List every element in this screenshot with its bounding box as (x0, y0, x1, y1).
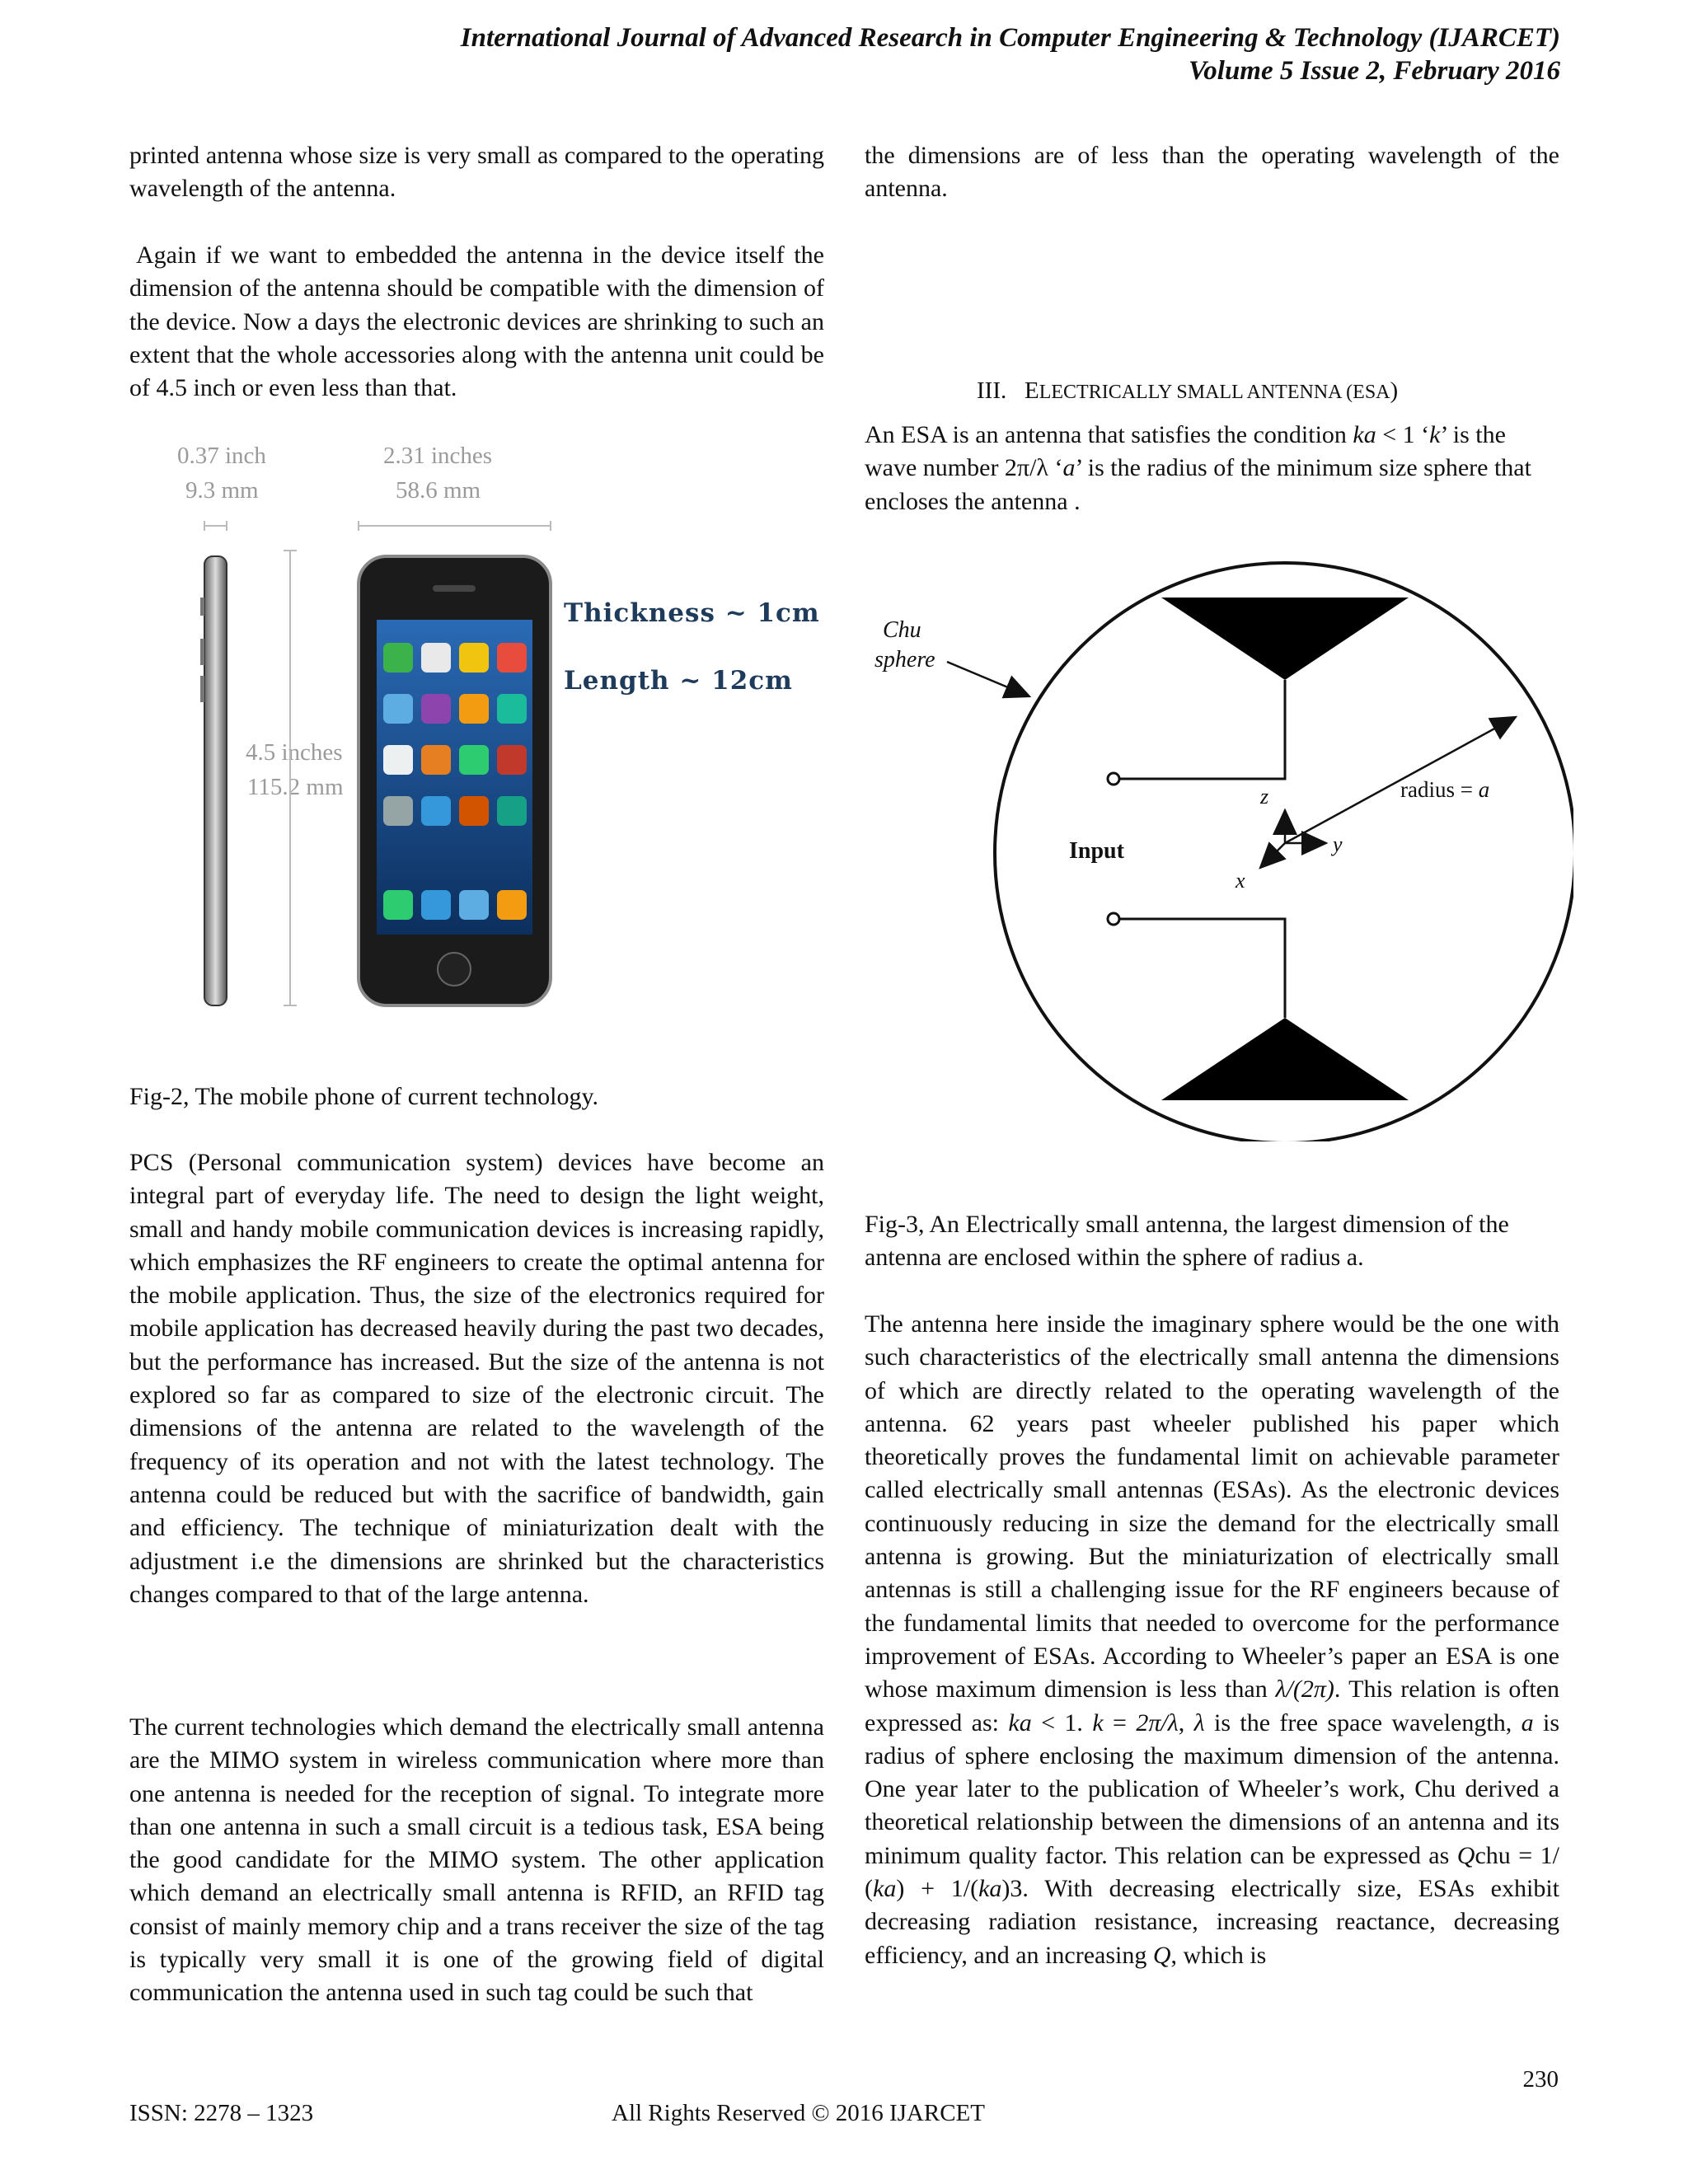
right-paragraph-2: The antenna here inside the imaginary sphere would be the one with such characteristics of the electrically small antenna the dimensions of which are directly related to the operating wavelength of the antenna. 62 years past wheeler published his paper which theoretically proves the fundamental limit on achievable parameter called electrically small antennas (ESAs). As the electronic devices continuously reducing in size the demand for the electrically small antenna is growing. But the miniaturization of electrically small antennas is still a challenging issue for the RF engineers because of the fundamental limits that needed to overcome for the performance improvement of ESAs. According to Wheeler’s paper an ESA is one whose maximum dimension is less than λ/(2π). This relation is often expressed as: ka < 1. k = 2π/λ, λ is the free space wavelength, a is radius of sphere enclosing the maximum dimension of the antenna. One year later to the publication of Wheeler’s work, Chu derived a theoretical relationship between the dimensions of an antenna and its minimum quality factor. This relation can be expressed as Qchu = 1/ (ka) + 1/(ka)3. With decreasing electrically size, ESAs exhibit decreasing radiation resistance, increasing reactance, decreasing efficiency, and an increasing Q, which is (865, 1310, 1559, 1969)
app-icon (459, 694, 489, 724)
app-icon (497, 796, 527, 826)
dock-icon (497, 890, 527, 920)
app-icon (383, 694, 413, 724)
issue-info: Volume 5 Issue 2, February 2016 (1188, 56, 1560, 86)
dim-thickness-inch: 0.37 inch (177, 443, 266, 469)
dim-width-mm: 58.6 mm (396, 477, 481, 504)
dim-height-inch: 4.5 inches (246, 739, 343, 766)
chu-label-1: Chu (883, 617, 921, 643)
issn: ISSN: 2278 – 1323 (129, 2100, 314, 2126)
left-paragraph-2: Again if we want to embedded the antenna in the device itself the dimension of the antenna should be compatible with the dimension of the device. Now a days the electronic devices are shrinking to such an extent that the whole accessories along with the antenna unit could be of 4.5 inch or even less than that. (129, 241, 824, 402)
axis-x: x (1236, 869, 1245, 893)
dock-icon (421, 890, 451, 920)
app-icon (497, 745, 527, 775)
bottom-radiator (1161, 1018, 1409, 1100)
dim-width-inch: 2.31 inches (383, 443, 493, 469)
esa-definition: An ESA is an antenna that satisfies the condition ka < 1 ‘k’ is the wave number 2π/λ ‘a’ is the radius of the minimum size sphere that encloses the antenna . (865, 421, 1531, 515)
figure-3-chu-sphere (865, 548, 1573, 1141)
app-icon (497, 643, 527, 673)
top-radiator (1161, 598, 1409, 680)
phone-illustration (132, 429, 824, 1055)
app-icon (383, 643, 413, 673)
phone-side-view (204, 556, 227, 1005)
copyright: All Rights Reserved © 2016 IJARCET (612, 2100, 985, 2126)
app-icon (421, 745, 451, 775)
app-icon (383, 745, 413, 775)
axis-z: z (1260, 785, 1269, 808)
chu-label-2: sphere (874, 647, 935, 673)
dim-height-mm: 115.2 mm (247, 774, 344, 800)
app-icon (497, 694, 527, 724)
input-label: Input (1069, 838, 1124, 864)
length-label: Length ~ 12cm (564, 666, 793, 696)
radius-label: radius = a (1400, 777, 1490, 802)
app-icon (421, 694, 451, 724)
left-paragraph-1: printed antenna whose size is very small as compared to the operating wavelength of the antenna. (129, 142, 824, 203)
app-icon (421, 796, 451, 826)
app-icon (421, 643, 451, 673)
right-paragraph-1: the dimensions are of less than the operating wavelength of the antenna. (865, 142, 1559, 203)
left-paragraph-3: PCS (Personal communication system) devices have become an integral part of everyday life. The need to design the light weight, small and handy mobile communication devices is increasing rapidly, which emphasizes the RF engineers to create the optimal antenna for the mobile application. Thus, the size of the electronics required for mobile application has decreased heavily during the past two decades, but the performance has increased. But the size of the antenna is not explored so far as compared to size of the electronic circuit. The dimensions of the antenna are related to the wavelength of the frequency of its operation and not with the latest technology. The antenna could be reduced but with the sacrifice of bandwidth, gain and efficiency. The technique of miniaturization dealt with the adjustment i.e the dimensions are shrinked but the characteristics changes compared to that of the large antenna. (129, 1149, 824, 1608)
page-number: 230 (1522, 2066, 1559, 2093)
dock-icon (459, 890, 489, 920)
figure-2-caption: Fig-2, The mobile phone of current technology. (129, 1083, 599, 1110)
app-icon (459, 643, 489, 673)
figure-2-phone (132, 429, 824, 1055)
app-icon (383, 796, 413, 826)
app-icon (459, 745, 489, 775)
axis-y: y (1333, 832, 1343, 856)
thickness-label: Thickness ~ 1cm (564, 598, 820, 628)
journal-title: International Journal of Advanced Research in Computer Engineering & Technology (IJARCET) (460, 23, 1560, 53)
dim-thickness-mm: 9.3 mm (185, 477, 259, 504)
left-paragraph-4: The current technologies which demand the electrically small antenna are the MIMO system in wireless communication where more than one antenna is needed for the reception of signal. To integrate more than one antenna in such a small circuit is a tedious task, ESA being the good candidate for the MIMO system. The other application which demand an electrically small antenna is RFID, an RFID tag consist of mainly memory chip and a trans receiver the size of the tag is typically very small it is one of the growing field of digital communication the antenna used in such tag could be such that (129, 1713, 824, 2007)
app-icon (459, 796, 489, 826)
chu-sphere-diagram (865, 548, 1573, 1141)
figure-3-caption: Fig-3, An Electrically small antenna, the largest dimension of the antenna are enclosed within the sphere of radius a. (865, 1211, 1509, 1272)
section-heading: III. ELECTRICALLY SMALL ANTENNA (ESA) (977, 377, 1399, 404)
dock-icon (383, 890, 413, 920)
